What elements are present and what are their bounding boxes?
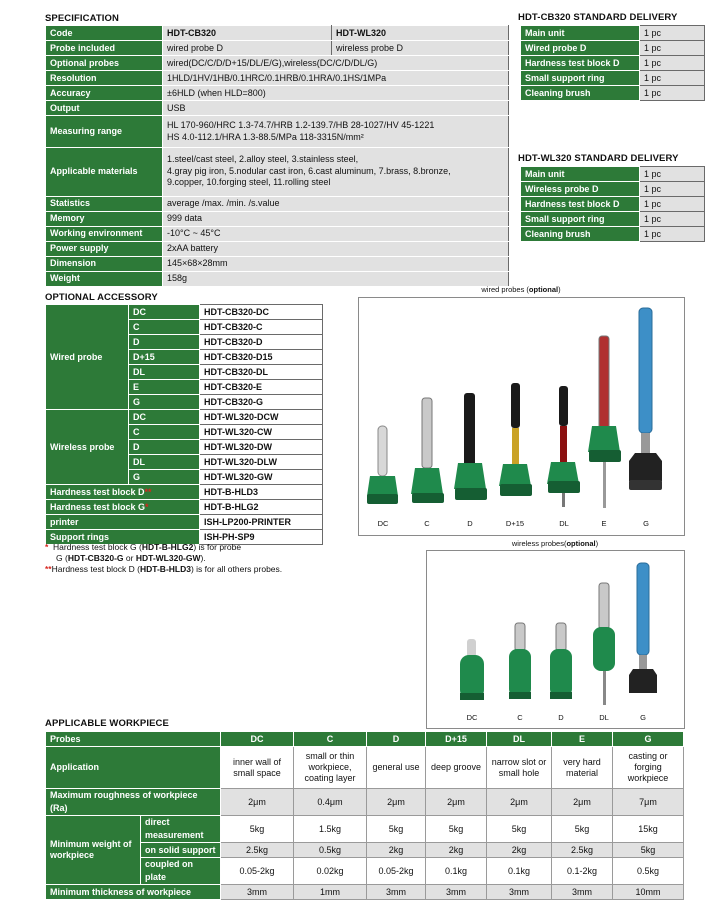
wired-probe-type: DC xyxy=(129,305,200,320)
spec-label: Working environment xyxy=(46,226,163,241)
roughness-value: 2μm xyxy=(487,789,552,816)
weight-sub-label: coupled on plate xyxy=(141,858,221,885)
thickness-value: 1mm xyxy=(294,885,367,900)
accessory-label: printer xyxy=(46,515,200,530)
probes-label: Probes xyxy=(46,732,221,747)
application-label: Application xyxy=(46,747,221,789)
probe-header: C xyxy=(294,732,367,747)
delivery-qty: 1 pc xyxy=(640,212,705,227)
weight-value: 2kg xyxy=(426,843,487,858)
spec-row xyxy=(46,148,509,197)
wired-probe-type: D+15 xyxy=(129,350,200,365)
weight-value: 0.05-2kg xyxy=(367,858,426,885)
delivery-item: Hardness test block D xyxy=(521,197,640,212)
accessory-label: Support rings xyxy=(46,530,200,545)
roughness-value: 7μm xyxy=(613,789,684,816)
wireless-probe-label: G xyxy=(640,713,646,722)
delivery-qty: 1 pc xyxy=(640,56,705,71)
delivery-qty: 1 pc xyxy=(640,197,705,212)
accessory-code: ISH-LP200-PRINTER xyxy=(200,515,323,530)
note-block-g-cont: G (HDT-CB320-G or HDT-WL320-GW). xyxy=(56,553,206,563)
spec-value: average /max. /min. /s.value xyxy=(163,196,509,211)
delivery-qty: 1 pc xyxy=(640,167,705,182)
spec-value: 2xAA battery xyxy=(163,241,509,256)
wired-probes-photo xyxy=(358,297,685,536)
accessory-title: OPTIONAL ACCESSORY xyxy=(45,292,158,303)
spec-row xyxy=(46,211,509,226)
spec-value: 1.steel/cast steel, 2.alloy steel, 3.stainless steel, 4.gray pig iron, 5.nodular cast iron, 6.cast aluminum, 7.brass, 8.bronze, 9.copper, 10.forging steel, 11.rolling steel xyxy=(163,148,509,197)
weight-value: 5kg xyxy=(613,843,684,858)
wireless-probe-code: HDT-WL320-CW xyxy=(200,425,323,440)
accessory-label: Hardness test block D** xyxy=(46,485,200,500)
delivery-row xyxy=(521,167,705,182)
wired-probe-type: G xyxy=(129,395,200,410)
wireless-probe-g-image xyxy=(629,563,657,693)
thickness-value: 3mm xyxy=(552,885,613,900)
spec-value: 999 data xyxy=(163,211,509,226)
wired-probe-label: DL xyxy=(559,519,569,528)
wired-probe-code: HDT-CB320-DC xyxy=(200,305,323,320)
roughness-label: Maximum roughness of workpiece (Ra) xyxy=(46,789,221,816)
wireless-probe-type: DL xyxy=(129,455,200,470)
weight-value: 2.5kg xyxy=(552,843,613,858)
wired-probe-code: HDT-CB320-D15 xyxy=(200,350,323,365)
delivery-qty: 1 pc xyxy=(640,227,705,242)
spec-row xyxy=(46,26,509,41)
spec-row xyxy=(46,196,509,211)
probe-header: DL xyxy=(487,732,552,747)
workpiece-table xyxy=(45,731,684,900)
wireless-probe-type: D xyxy=(129,440,200,455)
delivery-qty: 1 pc xyxy=(640,86,705,101)
thickness-value: 3mm xyxy=(487,885,552,900)
spec-table xyxy=(45,25,509,287)
probe-dc-image xyxy=(367,426,398,504)
spec-label: Statistics xyxy=(46,196,163,211)
wired-probe-code: HDT-CB320-E xyxy=(200,380,323,395)
wired-probe-type: DL xyxy=(129,365,200,380)
spec-row xyxy=(46,241,509,256)
spec-row xyxy=(46,41,509,56)
wired-probe-label: G xyxy=(643,519,649,528)
weight-value: 0.1kg xyxy=(426,858,487,885)
probe-header: DC xyxy=(221,732,294,747)
wired-probe-code: HDT-CB320-DL xyxy=(200,365,323,380)
delivery-item: Hardness test block D xyxy=(521,56,640,71)
wired-probe-label: E xyxy=(601,519,607,528)
delivery-row xyxy=(521,41,705,56)
wired-probe-group-label: Wired probe xyxy=(46,305,129,410)
weight-sub-label: on solid support xyxy=(141,843,221,858)
spec-label: Probe included xyxy=(46,41,163,56)
weight-value: 5kg xyxy=(552,816,613,843)
weight-value: 2kg xyxy=(367,843,426,858)
spec-value-cb: HDT-CB320 xyxy=(163,26,332,41)
probe-header: D+15 xyxy=(426,732,487,747)
weight-row xyxy=(46,858,684,885)
weight-value: 5kg xyxy=(426,816,487,843)
weight-label: Minimum weight of workpiece xyxy=(46,816,141,885)
roughness-value: 2μm xyxy=(426,789,487,816)
spec-row xyxy=(46,271,509,286)
delivery-item: Small support ring xyxy=(521,212,640,227)
probe-d-image xyxy=(454,393,487,500)
delivery-wl-table xyxy=(520,166,705,242)
weight-value: 5kg xyxy=(487,816,552,843)
wireless-probes-illustration xyxy=(427,551,684,728)
spec-value: 158g xyxy=(163,271,509,286)
spec-label: Memory xyxy=(46,211,163,226)
application-value: general use xyxy=(367,747,426,789)
wireless-probe-d-image xyxy=(550,623,572,699)
delivery-row xyxy=(521,227,705,242)
delivery-item: Cleaning brush xyxy=(521,227,640,242)
wired-probe-row xyxy=(46,305,323,320)
thickness-value: 3mm xyxy=(221,885,294,900)
weight-value: 0.02kg xyxy=(294,858,367,885)
wired-probes-illustration xyxy=(359,298,684,535)
wired-probe-type: E xyxy=(129,380,200,395)
wireless-probe-code: HDT-WL320-GW xyxy=(200,470,323,485)
weight-value: 5kg xyxy=(367,816,426,843)
delivery-row xyxy=(521,212,705,227)
roughness-value: 0.4μm xyxy=(294,789,367,816)
delivery-item: Wired probe D xyxy=(521,41,640,56)
delivery-row xyxy=(521,71,705,86)
thickness-value: 3mm xyxy=(367,885,426,900)
roughness-row xyxy=(46,789,684,816)
spec-value: ±6HLD (when HLD=800) xyxy=(163,86,509,101)
spec-value: wired(DC/C/D/D+15/DL/E/G),wireless(DC/C/D/DL/G) xyxy=(163,56,509,71)
spec-label: Applicable materials xyxy=(46,148,163,197)
probe-header: E xyxy=(552,732,613,747)
weight-value: 15kg xyxy=(613,816,684,843)
spec-value: -10°C ~ 45°C xyxy=(163,226,509,241)
wireless-probe-type: DC xyxy=(129,410,200,425)
spec-row xyxy=(46,86,509,101)
delivery-item: Main unit xyxy=(521,26,640,41)
wireless-probe-group-label: Wireless probe xyxy=(46,410,129,485)
spec-row xyxy=(46,226,509,241)
delivery-qty: 1 pc xyxy=(640,71,705,86)
workpiece-title: APPLICABLE WORKPIECE xyxy=(45,718,169,729)
probe-dl-image xyxy=(547,386,580,507)
accessory-mark: * xyxy=(145,501,149,512)
probe-d15-image xyxy=(499,383,532,496)
wireless-probe-label: DC xyxy=(466,713,478,722)
spec-row xyxy=(46,116,509,148)
wireless-probe-code: HDT-WL320-DW xyxy=(200,440,323,455)
accessory-table xyxy=(45,304,323,545)
weight-sub-label: direct measurement xyxy=(141,816,221,843)
delivery-wl-title: HDT-WL320 STANDARD DELIVERY xyxy=(518,153,679,164)
delivery-row xyxy=(521,86,705,101)
delivery-row xyxy=(521,182,705,197)
wireless-probe-code: HDT-WL320-DLW xyxy=(200,455,323,470)
spec-value-cb: wired probe D xyxy=(163,41,332,56)
delivery-qty: 1 pc xyxy=(640,182,705,197)
application-value: deep groove xyxy=(426,747,487,789)
spec-row xyxy=(46,71,509,86)
wireless-probe-label: C xyxy=(517,713,523,722)
spec-title: SPECIFICATION xyxy=(45,13,119,24)
accessory-code: HDT-B-HLG2 xyxy=(200,500,323,515)
spec-label: Optional probes xyxy=(46,56,163,71)
application-value: small or thin workpiece, coating layer xyxy=(294,747,367,789)
spec-value-wl: wireless probe D xyxy=(332,41,509,56)
workpiece-header-row xyxy=(46,732,684,747)
probe-c-image xyxy=(411,398,444,503)
spec-value: HL 170-960/HRC 1.3-74.7/HRB 1.2-139.7/HB 28-1027/HV 45-1221 HS 4.0-112.1/HRA 1.3-88.5/MPa 118-3315N/mm² xyxy=(163,116,509,148)
delivery-qty: 1 pc xyxy=(640,41,705,56)
wired-probe-label: D+15 xyxy=(505,519,525,528)
wireless-probe-dc-image xyxy=(460,639,484,700)
spec-value: 1HLD/1HV/1HB/0.1HRC/0.1HRB/0.1HRA/0.1HS/1MPa xyxy=(163,71,509,86)
wireless-probe-dl-image xyxy=(593,583,615,705)
wireless-probe-label: D xyxy=(558,713,564,722)
weight-value: 0.5kg xyxy=(294,843,367,858)
wired-probe-label: D xyxy=(467,519,473,528)
spec-label: Accuracy xyxy=(46,86,163,101)
roughness-value: 2μm xyxy=(221,789,294,816)
wired-probe-code: HDT-CB320-G xyxy=(200,395,323,410)
wireless-probe-label: DL xyxy=(599,713,609,722)
accessory-row xyxy=(46,500,323,515)
delivery-cb-table xyxy=(520,25,705,101)
thickness-value: 3mm xyxy=(426,885,487,900)
delivery-row xyxy=(521,56,705,71)
weight-value: 0.5kg xyxy=(613,858,684,885)
thickness-label: Minimum thickness of workpiece xyxy=(46,885,221,900)
delivery-row xyxy=(521,26,705,41)
wireless-probe-row xyxy=(46,410,323,425)
delivery-item: Wireless probe D xyxy=(521,182,640,197)
probe-g-image xyxy=(629,308,662,490)
delivery-item: Small support ring xyxy=(521,71,640,86)
accessory-row xyxy=(46,515,323,530)
wireless-probe-type: G xyxy=(129,470,200,485)
weight-value: 0.1kg xyxy=(487,858,552,885)
spec-row xyxy=(46,101,509,116)
delivery-item: Main unit xyxy=(521,167,640,182)
application-value: casting or forging workpiece xyxy=(613,747,684,789)
accessory-code: HDT-B-HLD3 xyxy=(200,485,323,500)
note-block-d: **Hardness test block D (HDT-B-HLD3) is for all others probes. xyxy=(45,564,283,574)
application-row xyxy=(46,747,684,789)
weight-row xyxy=(46,816,684,843)
wired-probe-type: C xyxy=(129,320,200,335)
spec-row xyxy=(46,256,509,271)
wired-probe-code: HDT-CB320-C xyxy=(200,320,323,335)
spec-label: Power supply xyxy=(46,241,163,256)
wireless-probe-code: HDT-WL320-DCW xyxy=(200,410,323,425)
wireless-probe-c-image xyxy=(509,623,531,699)
weight-value: 2.5kg xyxy=(221,843,294,858)
accessory-label: Hardness test block G* xyxy=(46,500,200,515)
weight-value: 2kg xyxy=(487,843,552,858)
spec-value: USB xyxy=(163,101,509,116)
spec-label: Resolution xyxy=(46,71,163,86)
spec-label: Code xyxy=(46,26,163,41)
roughness-value: 2μm xyxy=(367,789,426,816)
wireless-probes-photo xyxy=(426,550,685,729)
application-value: inner wall of small space xyxy=(221,747,294,789)
weight-value: 0.05-2kg xyxy=(221,858,294,885)
spec-label: Dimension xyxy=(46,256,163,271)
probe-header: G xyxy=(613,732,684,747)
spec-label: Output xyxy=(46,101,163,116)
accessory-row xyxy=(46,485,323,500)
weight-value: 5kg xyxy=(221,816,294,843)
accessory-mark: ** xyxy=(144,486,152,497)
wired-probe-label: C xyxy=(424,519,430,528)
roughness-value: 2μm xyxy=(552,789,613,816)
probe-e-image xyxy=(588,336,621,508)
thickness-value: 10mm xyxy=(613,885,684,900)
spec-row xyxy=(46,56,509,71)
wireless-probe-type: C xyxy=(129,425,200,440)
wired-probe-label: DC xyxy=(377,519,389,528)
wired-probe-code: HDT-CB320-D xyxy=(200,335,323,350)
delivery-qty: 1 pc xyxy=(640,26,705,41)
spec-value-wl: HDT-WL320 xyxy=(332,26,509,41)
wired-photo-caption: wired probes (optional) xyxy=(481,285,561,294)
notes xyxy=(45,542,335,575)
weight-value: 1.5kg xyxy=(294,816,367,843)
delivery-row xyxy=(521,197,705,212)
note-block-g: * Hardness test block G (HDT-B-HLG2) is for probe xyxy=(45,542,242,552)
accessory-code: ISH-PH-SP9 xyxy=(200,530,323,545)
thickness-row xyxy=(46,885,684,900)
spec-value: 145×68×28mm xyxy=(163,256,509,271)
application-value: narrow slot or small hole xyxy=(487,747,552,789)
wired-probe-type: D xyxy=(129,335,200,350)
probe-header: D xyxy=(367,732,426,747)
wireless-photo-caption: wireless probes(optional) xyxy=(511,539,599,548)
delivery-item: Cleaning brush xyxy=(521,86,640,101)
delivery-cb-title: HDT-CB320 STANDARD DELIVERY xyxy=(518,12,678,23)
application-value: very hard material xyxy=(552,747,613,789)
weight-row xyxy=(46,843,684,858)
spec-label: Measuring range xyxy=(46,116,163,148)
spec-label: Weight xyxy=(46,271,163,286)
weight-value: 0.1-2kg xyxy=(552,858,613,885)
